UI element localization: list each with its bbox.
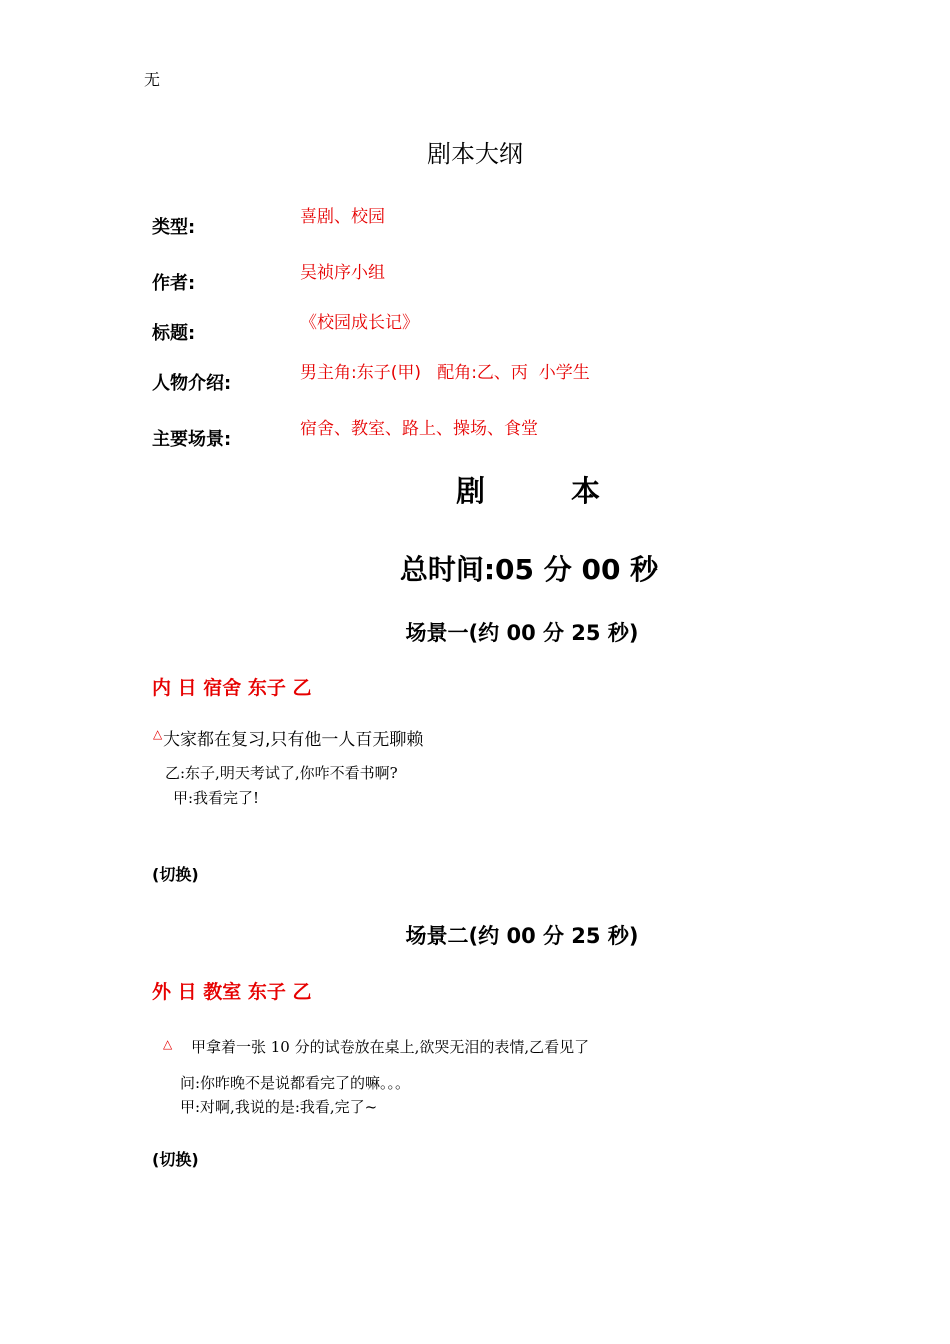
scene-1-action: 大家都在复习,只有他一人百无聊赖 [163,730,424,750]
outline-label-scenes: 主要场景: [152,429,232,450]
outline-label-title: 标题: [152,323,196,344]
outline-value-author: 吴祯序小组 [300,263,385,283]
scene-2-title: 场景二(约 00 分 25 秒) [405,924,639,948]
script-heading-right: 本 [571,474,601,508]
scene-1-transition: (切换) [152,865,199,884]
script-heading-left: 剧 [456,474,486,508]
outline-value-characters: 男主角:东子(甲) 配角:乙、丙 小学生 [300,363,590,383]
header-mark: 无 [144,70,161,89]
scene-2-action: 甲拿着一张 10 分的试卷放在桌上,欲哭无泪的表情,乙看见了 [191,1038,590,1056]
total-time: 总时间:05 分 00 秒 [399,553,659,586]
scene-1-action-mark: △ [153,727,163,741]
scene-1-title: 场景一(约 00 分 25 秒) [405,621,639,645]
outline-label-type: 类型: [152,217,196,238]
outline-title: 剧本大纲 [427,140,523,168]
outline-label-characters: 人物介绍: [152,373,232,394]
scene-2-transition: (切换) [152,1150,199,1169]
scene-2-action-mark: △ [163,1037,173,1051]
outline-label-author: 作者: [152,273,196,294]
outline-value-scenes: 宿舍、教室、路上、操场、食堂 [300,419,538,439]
scene-2-line-2: 甲:对啊,我说的是:我看,完了~ [180,1098,378,1116]
scene-1-line-2: 甲:我看完了! [173,789,260,807]
scene-2-setting: 外 日 教室 东子 乙 [152,981,312,1003]
scene-2-line-1: 问:你昨晚不是说都看完了的嘛。。。 [180,1074,411,1092]
scene-1-setting: 内 日 宿舍 东子 乙 [152,677,312,699]
outline-value-type: 喜剧、校园 [300,207,385,227]
outline-value-title: 《校园成长记》 [300,313,419,333]
scene-1-line-1: 乙:东子,明天考试了,你咋不看书啊? [165,764,398,782]
